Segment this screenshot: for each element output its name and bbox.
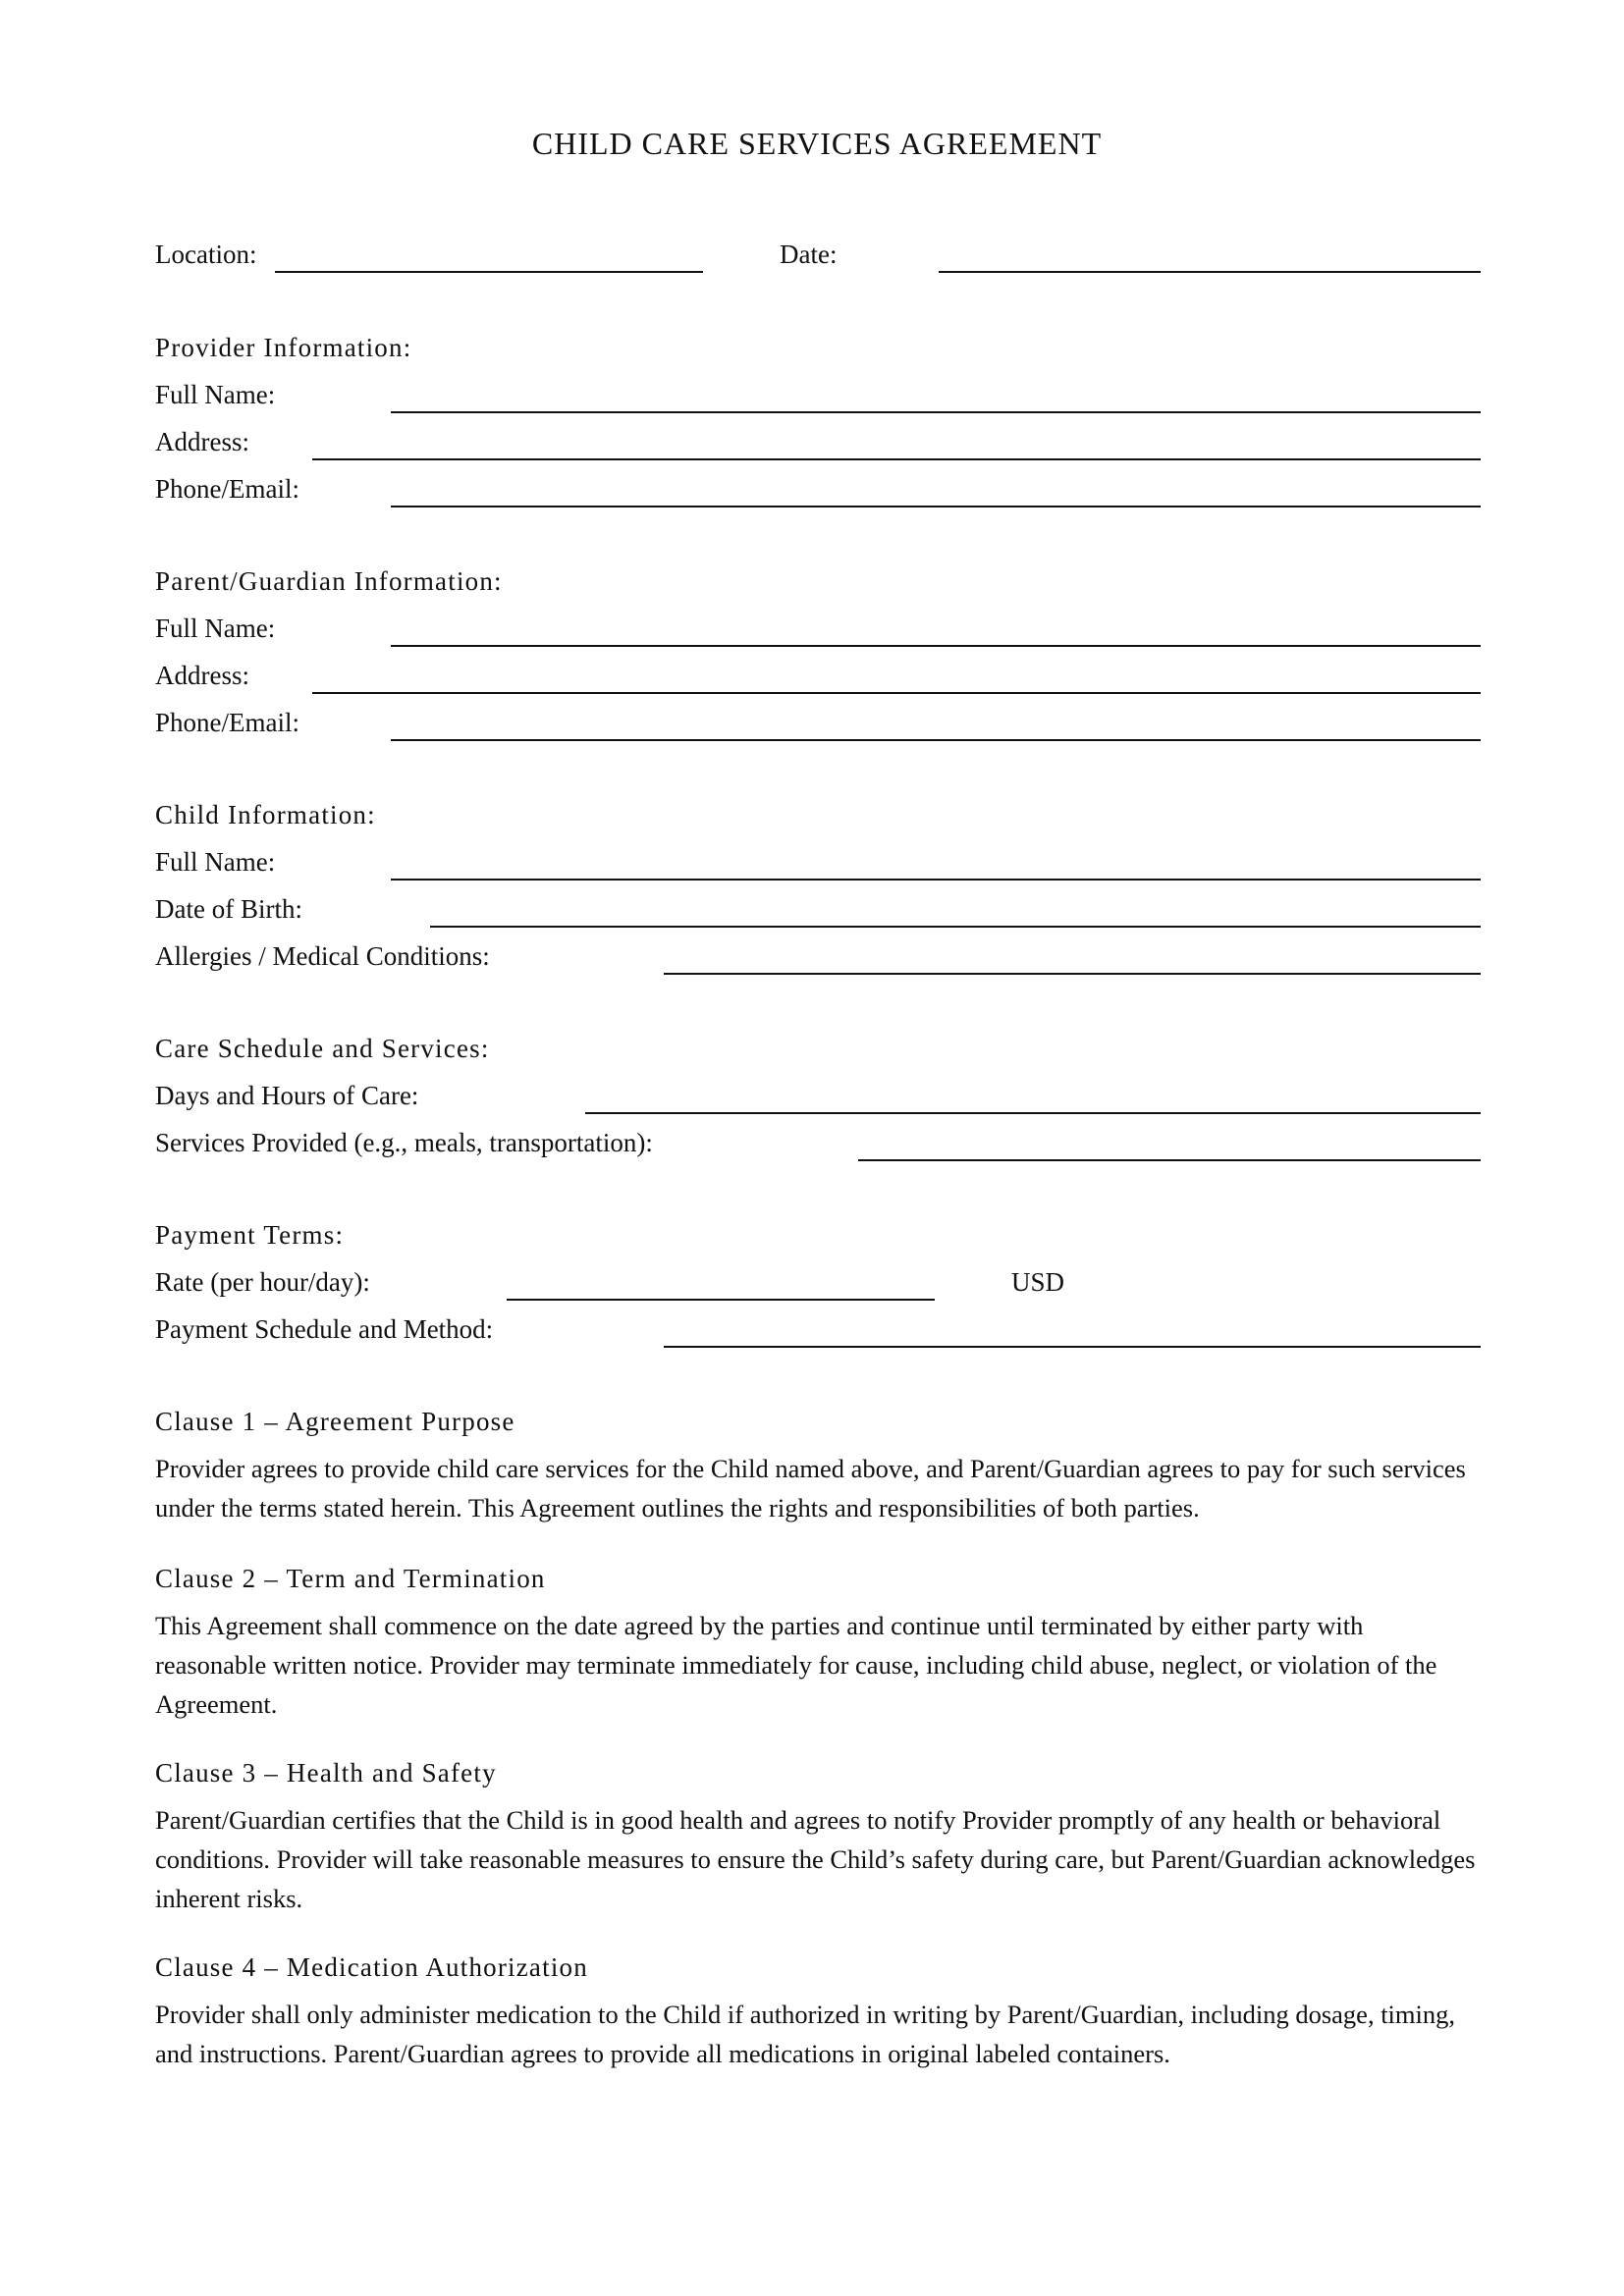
clause-2-text: This Agreement shall commence on the date agreed by the parties and continue until terminated by either party with reasonable written notice. Provider may terminate immediately for cause, including child abuse, neglect, or violation of the Agreement. [155, 1611, 1437, 1719]
provider-phone-email-label: Phone/Email: [155, 474, 299, 504]
parent-full-name-label: Full Name: [155, 614, 276, 643]
payment-schedule-field[interactable] [664, 1346, 1481, 1348]
clause-2-heading: Clause 2 – Term and Termination [155, 1564, 546, 1593]
clause-4-text: Provider shall only administer medication to the Child if authorized in writing by Parent/Guardian, including dosage, timing, and instructions. Parent/Guardian agrees to provide all medications in original labeled containers. [155, 2000, 1456, 2068]
child-dob-field[interactable] [430, 926, 1481, 928]
provider-full-name-label: Full Name: [155, 380, 276, 409]
services-label: Services Provided (e.g., meals, transportation): [155, 1128, 653, 1157]
provider-full-name-field[interactable] [391, 411, 1481, 413]
schedule-heading: Care Schedule and Services: [155, 1034, 490, 1063]
child-dob-label: Date of Birth: [155, 894, 302, 924]
rate-field[interactable] [507, 1299, 935, 1301]
provider-address-label: Address: [155, 427, 249, 456]
date-label: Date: [780, 240, 838, 269]
payment-heading: Payment Terms: [155, 1220, 345, 1250]
parent-phone-email-label: Phone/Email: [155, 708, 299, 737]
location-label: Location: [155, 240, 257, 269]
parent-heading: Parent/Guardian Information: [155, 566, 503, 596]
date-field[interactable] [939, 271, 1481, 273]
provider-phone-email-field[interactable] [391, 506, 1481, 507]
agreement-page [155, 0, 1479, 2296]
parent-phone-email-field[interactable] [391, 739, 1481, 741]
child-full-name-label: Full Name: [155, 847, 276, 877]
child-heading: Child Information: [155, 800, 376, 829]
days-hours-label: Days and Hours of Care: [155, 1081, 419, 1110]
clause-4-heading: Clause 4 – Medication Authorization [155, 1952, 588, 1982]
rate-label: Rate (per hour/day): [155, 1267, 370, 1297]
provider-address-field[interactable] [312, 458, 1481, 460]
currency-label: USD [1011, 1267, 1065, 1297]
clause-1-heading: Clause 1 – Agreement Purpose [155, 1407, 515, 1436]
clause-3-text: Parent/Guardian certifies that the Child is in good health and agrees to notify Provider promptly of any health or behavioral conditions. Provider will take reasonable measures to ensure the Child’s safety during care, but Parent/Guardian acknowledges inherent risks. [155, 1805, 1476, 1913]
parent-address-label: Address: [155, 661, 249, 690]
child-full-name-field[interactable] [391, 879, 1481, 881]
clause-3-heading: Clause 3 – Health and Safety [155, 1758, 497, 1788]
days-hours-field[interactable] [585, 1112, 1481, 1114]
parent-full-name-field[interactable] [391, 645, 1481, 647]
payment-schedule-label: Payment Schedule and Method: [155, 1314, 494, 1344]
document-title: CHILD CARE SERVICES AGREEMENT [531, 126, 1103, 161]
provider-heading: Provider Information: [155, 333, 412, 362]
services-field[interactable] [858, 1159, 1481, 1161]
parent-address-field[interactable] [312, 692, 1481, 694]
child-allergies-field[interactable] [664, 973, 1481, 975]
location-field[interactable] [275, 271, 703, 273]
clause-1-text: Provider agrees to provide child care services for the Child named above, and Parent/Guardian agrees to pay for such services under the terms stated herein. This Agreement outlines the rights and responsibilities of both parties. [155, 1454, 1466, 1522]
child-allergies-label: Allergies / Medical Conditions: [155, 941, 490, 971]
